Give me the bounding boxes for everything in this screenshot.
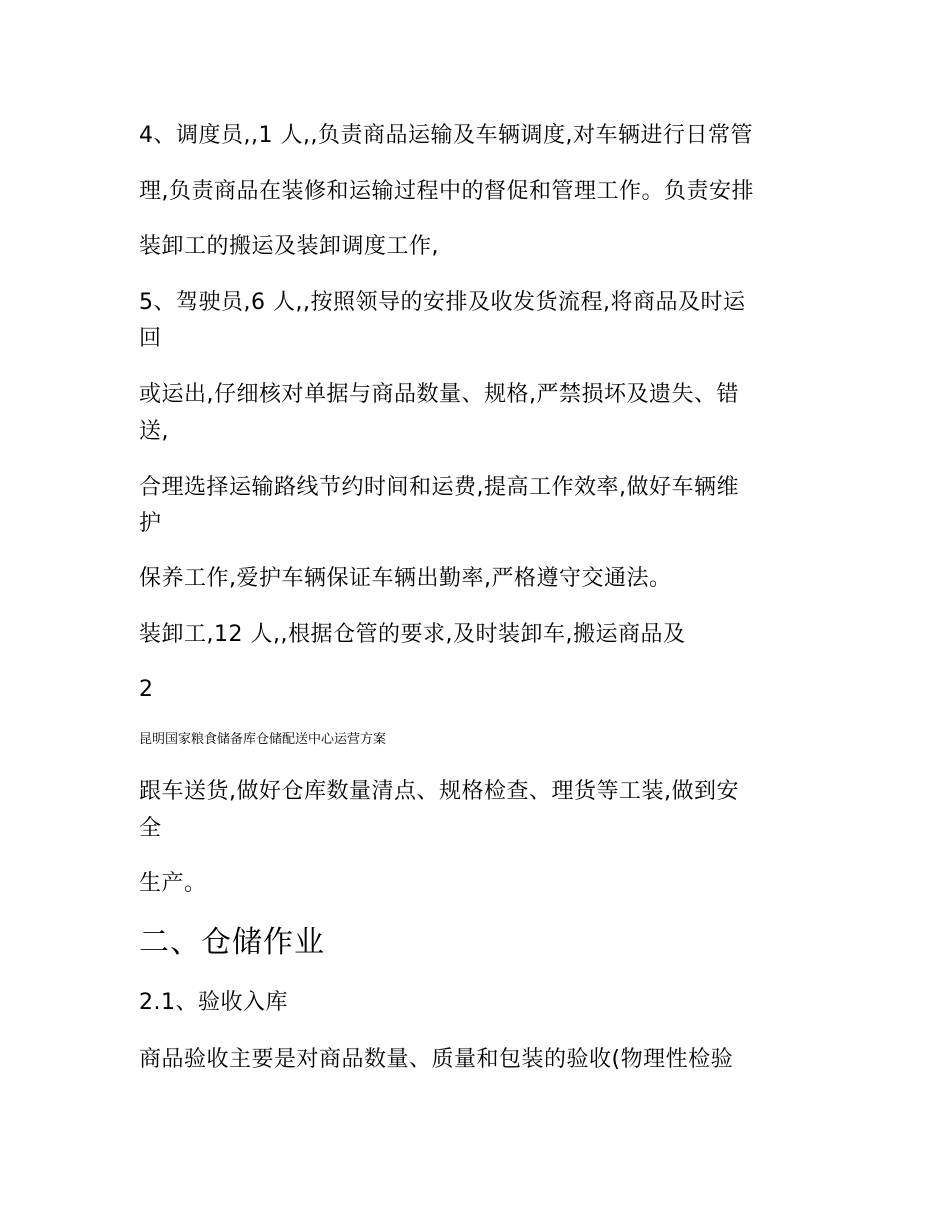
body-line-5: 回 — [139, 326, 162, 351]
body-line-6: 或运出,仔细核对单据与商品数量、规格,严禁损坏及遗失、错 — [139, 382, 739, 407]
page-number: 2 — [139, 677, 154, 702]
body-line-8: 合理选择运输路线节约时间和运费,提高工作效率,做好车辆维 — [139, 475, 739, 500]
running-header: 昆明国家粮食储备库仓储配送中心运营方案 — [139, 732, 387, 747]
body-line-4: 5、驾驶员,6 人,,按照领导的安排及收发货流程,将商品及时运 — [139, 290, 746, 315]
body-line-11: 装卸工,12 人,,根据仓管的要求,及时装卸车,搬运商品及 — [139, 622, 686, 647]
body-line-9: 护 — [139, 511, 162, 536]
body-line-12: 跟车送货,做好仓库数量清点、规格检查、理货等工装,做到安 — [139, 779, 739, 804]
body-line-7: 送, — [139, 419, 169, 444]
body-line-1: 4、调度员,,1 人,,负责商品运输及车辆调度,对车辆进行日常管 — [139, 123, 753, 148]
body-line-15: 商品验收主要是对商品数量、质量和包装的验收(物理性检验 — [139, 1047, 734, 1072]
subsection-heading: 2.1、验收入库 — [139, 990, 288, 1015]
body-line-3: 装卸工的搬运及装卸调度工作, — [139, 234, 439, 259]
body-line-10: 保养工作,爱护车辆保证车辆出勤率,严格遵守交通法。 — [139, 566, 672, 591]
section-heading: 二、仓储作业 — [139, 925, 325, 960]
body-line-14: 生产。 — [139, 871, 207, 896]
body-line-13: 全 — [139, 816, 162, 841]
body-line-2: 理,负责商品在装修和运输过程中的督促和管理工作。负责安排 — [139, 179, 754, 204]
